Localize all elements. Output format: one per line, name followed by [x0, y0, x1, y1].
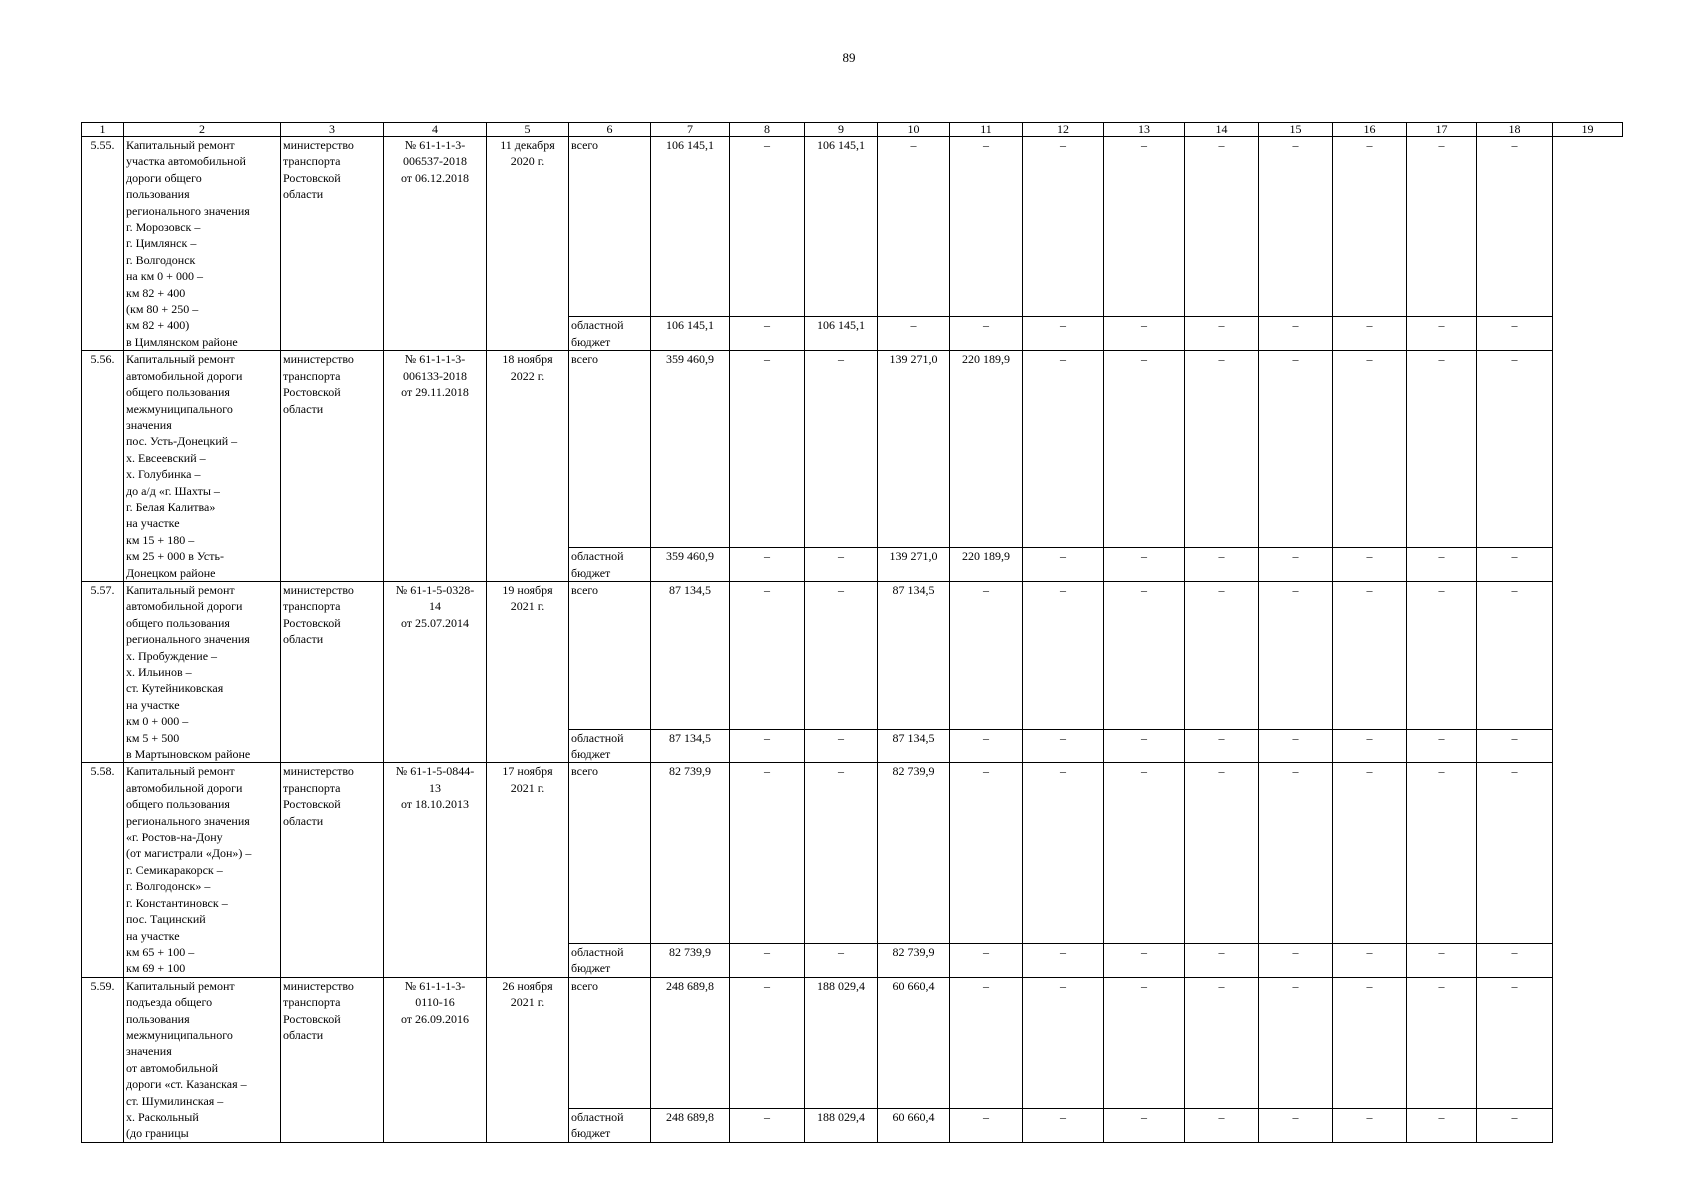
funding-amount: – — [1104, 1108, 1185, 1142]
entry-name-line: км 65 + 100 – — [126, 944, 195, 959]
column-header: 4 — [384, 123, 487, 137]
funding-amount: – — [1407, 351, 1477, 548]
entry-name-line: Капитальный ремонт — [126, 352, 235, 367]
funding-source: всего — [569, 977, 651, 1108]
entry-name-line: км 82 + 400 — [126, 285, 186, 300]
page-number: 89 — [842, 50, 856, 65]
column-header: 2 — [124, 123, 281, 137]
funding-amount: – — [1259, 943, 1333, 977]
entry-name-line: на участке — [126, 516, 180, 531]
organization-line: Ростовской — [283, 615, 341, 630]
funding-amount: 60 660,4 — [878, 977, 950, 1108]
entry-name-line: пользования — [126, 187, 190, 202]
deadline-line: 17 ноября — [502, 764, 553, 779]
entry-deadline — [487, 581, 569, 762]
entry-organization — [281, 581, 384, 762]
funding-amount: – — [878, 317, 950, 351]
organization-line: Ростовской — [283, 385, 341, 400]
deadline-line: 2021 г. — [510, 995, 545, 1010]
funding-amount: – — [950, 1108, 1023, 1142]
funding-amount: 87 134,5 — [878, 729, 950, 763]
funding-amount: – — [950, 581, 1023, 729]
funding-amount: – — [1407, 943, 1477, 977]
funding-source: всего — [569, 581, 651, 729]
funding-amount: – — [1185, 548, 1259, 582]
funding-amount: 106 145,1 — [805, 317, 878, 351]
entry-organization — [281, 351, 384, 582]
entry-name-line: пос. Усть-Донецкий – — [126, 434, 238, 449]
funding-amount: – — [1023, 763, 1104, 943]
entry-deadline — [487, 137, 569, 351]
entry-name-line: подъезда общего — [126, 995, 213, 1010]
funding-source: областной бюджет — [569, 943, 651, 977]
deadline-line: 2021 г. — [510, 780, 545, 795]
entry-name-line: г. Белая Калитва» — [126, 499, 216, 514]
entry-name-line: «г. Ростов-на-Дону — [126, 830, 223, 845]
organization-line: министерство — [283, 582, 354, 597]
funding-amount: – — [1259, 977, 1333, 1108]
funding-amount: – — [1477, 1108, 1553, 1142]
funding-amount: – — [1185, 351, 1259, 548]
entry-name-line: г. Морозовск – — [126, 220, 201, 235]
entry-name-line: регионального значения — [126, 203, 250, 218]
column-header: 1 — [82, 123, 124, 137]
entry-total-row — [82, 977, 1623, 1108]
entry-document — [384, 977, 487, 1142]
funding-source: областной бюджет — [569, 729, 651, 763]
entry-name-line: на участке — [126, 928, 180, 943]
funding-amount: – — [730, 351, 805, 548]
entry-name-line: х. Ильинов – — [126, 665, 192, 679]
funding-amount: – — [1023, 137, 1104, 317]
entry-name — [124, 137, 281, 351]
funding-amount: 359 460,9 — [651, 351, 730, 548]
funding-amount: – — [1259, 548, 1333, 582]
funding-amount: – — [730, 943, 805, 977]
funding-amount: – — [1477, 351, 1553, 548]
funding-amount: – — [1104, 977, 1185, 1108]
funding-amount: – — [1477, 763, 1553, 943]
funding-amount: – — [1333, 763, 1407, 943]
funding-amount: – — [950, 137, 1023, 317]
funding-amount: – — [1333, 729, 1407, 763]
column-header: 7 — [651, 123, 730, 137]
document-line: № 61-1-5-0844- — [395, 764, 475, 779]
entry-name-line: ст. Кутейниковская — [126, 681, 224, 696]
entry-name-line: х. Голубинка – — [126, 467, 201, 482]
entry-document — [384, 351, 487, 582]
entry-organization — [281, 137, 384, 351]
column-header: 3 — [281, 123, 384, 137]
funding-amount: – — [1023, 977, 1104, 1108]
entry-name-line: межмуниципального — [126, 1027, 233, 1042]
entry-name-line: дороги «ст. Казанская – — [126, 1077, 247, 1092]
document-line: № 61-1-1-3- — [404, 138, 466, 152]
entry-name — [124, 581, 281, 762]
document-line: 14 — [429, 599, 441, 614]
funding-amount: 87 134,5 — [651, 729, 730, 763]
funding-amount: – — [1477, 137, 1553, 317]
funding-amount: – — [805, 548, 878, 582]
organization-line: транспорта — [283, 780, 341, 795]
funding-amount: 188 029,4 — [805, 977, 878, 1108]
funding-amount: – — [1407, 137, 1477, 317]
funding-amount: – — [1104, 943, 1185, 977]
entry-name-line: х. Евсеевский – — [126, 450, 206, 465]
funding-amount: 139 271,0 — [878, 548, 950, 582]
funding-amount: – — [1104, 351, 1185, 548]
entry-name-line: км 69 + 100 — [126, 961, 186, 976]
funding-amount: – — [1104, 763, 1185, 943]
program-table — [81, 122, 1623, 1143]
organization-line: министерство — [283, 764, 354, 779]
deadline-line: 2022 г. — [510, 368, 545, 383]
organization-line: транспорта — [283, 368, 341, 383]
column-number-row — [82, 123, 1623, 137]
entry-name-line: от автомобильной — [126, 1060, 219, 1075]
funding-amount: – — [730, 548, 805, 582]
entry-name-line: х. Пробуждение – — [126, 648, 218, 663]
deadline-line: 2020 г. — [510, 154, 545, 169]
entry-name-line: Донецком районе — [126, 565, 216, 580]
entry-total-row — [82, 581, 1623, 729]
column-header: 5 — [487, 123, 569, 137]
funding-amount: 82 739,9 — [651, 943, 730, 977]
entry-name-line: автомобильной дороги — [126, 368, 243, 383]
funding-amount: – — [730, 729, 805, 763]
funding-amount: 220 189,9 — [950, 351, 1023, 548]
entry-name-line: регионального значения — [126, 632, 250, 647]
entry-document — [384, 763, 487, 977]
entry-name-line: участка автомобильной — [126, 154, 246, 169]
entry-name-line: г. Константиновск – — [126, 895, 228, 910]
funding-amount: – — [1259, 137, 1333, 317]
funding-amount: – — [950, 943, 1023, 977]
entry-name-line: общего пользования — [126, 797, 230, 812]
deadline-line: 18 ноября — [502, 352, 553, 367]
funding-amount: – — [805, 351, 878, 548]
funding-amount: – — [1407, 581, 1477, 729]
entry-number: 5.57. — [82, 581, 124, 762]
funding-amount: – — [1477, 977, 1553, 1108]
column-header: 13 — [1104, 123, 1185, 137]
document-line: от 18.10.2013 — [400, 797, 470, 812]
organization-line: Ростовской — [283, 170, 341, 185]
funding-amount: – — [1333, 943, 1407, 977]
column-header: 9 — [805, 123, 878, 137]
organization-line: области — [283, 632, 324, 647]
entry-deadline — [487, 763, 569, 977]
entry-name — [124, 763, 281, 977]
entry-name-line: г. Семикаракорск – — [126, 862, 223, 877]
organization-line: министерство — [283, 352, 354, 367]
funding-amount: – — [1185, 943, 1259, 977]
entry-name-line: значения — [126, 417, 172, 432]
entry-total-row — [82, 351, 1623, 548]
funding-amount: – — [1333, 581, 1407, 729]
funding-amount: – — [1259, 351, 1333, 548]
funding-amount: – — [1407, 317, 1477, 351]
organization-line: Ростовской — [283, 797, 341, 812]
funding-amount: – — [1333, 548, 1407, 582]
funding-amount: – — [1185, 317, 1259, 351]
funding-source: всего — [569, 763, 651, 943]
deadline-line: 2021 г. — [510, 599, 545, 614]
column-header: 19 — [1553, 123, 1623, 137]
document-line: № 61-1-1-3- — [404, 978, 466, 993]
column-header: 17 — [1407, 123, 1477, 137]
funding-source: всего — [569, 137, 651, 317]
funding-amount: 106 145,1 — [651, 317, 730, 351]
entry-name-line: (км 80 + 250 – — [126, 302, 199, 317]
entry-name-line: г. Волгодонск — [126, 252, 196, 267]
funding-amount: – — [1477, 943, 1553, 977]
funding-amount: 359 460,9 — [651, 548, 730, 582]
funding-amount: – — [950, 729, 1023, 763]
entry-name-line: ст. Шумилинская – — [126, 1093, 224, 1108]
document-line: от 26.09.2016 — [400, 1011, 470, 1026]
entry-organization — [281, 977, 384, 1142]
column-header: 15 — [1259, 123, 1333, 137]
entry-name-line: (от магистрали «Дон») – — [126, 846, 252, 861]
funding-source: областной бюджет — [569, 317, 651, 351]
funding-amount: – — [805, 581, 878, 729]
funding-amount: – — [1259, 581, 1333, 729]
funding-amount: 87 134,5 — [878, 581, 950, 729]
funding-amount: – — [1104, 548, 1185, 582]
funding-amount: – — [950, 977, 1023, 1108]
funding-amount: – — [1477, 581, 1553, 729]
funding-amount: – — [1407, 548, 1477, 582]
funding-amount: – — [1407, 1108, 1477, 1142]
document-line: от 29.11.2018 — [401, 385, 469, 400]
funding-amount: 87 134,5 — [651, 581, 730, 729]
funding-amount: – — [1104, 317, 1185, 351]
funding-amount: 248 689,8 — [651, 1108, 730, 1142]
column-header: 16 — [1333, 123, 1407, 137]
funding-amount: 106 145,1 — [805, 137, 878, 317]
funding-amount: – — [1259, 1108, 1333, 1142]
document-line: 006133-2018 — [403, 368, 467, 383]
entry-name-line: Капитальный ремонт — [126, 138, 235, 152]
organization-line: транспорта — [283, 995, 341, 1010]
entry-number: 5.58. — [82, 763, 124, 977]
entry-name-line: общего пользования — [126, 385, 230, 400]
funding-amount: – — [1023, 943, 1104, 977]
entry-name-line: Капитальный ремонт — [126, 764, 235, 779]
document-line: № 61-1-1-3- — [404, 352, 466, 367]
funding-amount: – — [1407, 729, 1477, 763]
entry-name-line: км 25 + 000 в Усть- — [126, 549, 224, 564]
entry-name-line: регионального значения — [126, 813, 250, 828]
entry-name-line: км 15 + 180 – — [126, 532, 195, 547]
funding-amount: 82 739,9 — [878, 763, 950, 943]
funding-amount: 220 189,9 — [950, 548, 1023, 582]
entry-total-row — [82, 137, 1623, 317]
entry-name-line: пользования — [126, 1011, 190, 1026]
funding-amount: – — [1333, 317, 1407, 351]
funding-amount: – — [805, 943, 878, 977]
funding-amount: – — [1185, 581, 1259, 729]
funding-amount: – — [950, 763, 1023, 943]
funding-amount: – — [1477, 548, 1553, 582]
entry-organization — [281, 763, 384, 977]
funding-amount: – — [1023, 1108, 1104, 1142]
entry-name-line: дороги общего — [126, 170, 202, 185]
column-header: 14 — [1185, 123, 1259, 137]
funding-amount: – — [1023, 317, 1104, 351]
funding-amount: – — [805, 729, 878, 763]
funding-amount: 60 660,4 — [878, 1108, 950, 1142]
document-line: 13 — [429, 780, 441, 795]
column-header: 18 — [1477, 123, 1553, 137]
organization-line: области — [283, 1027, 324, 1042]
funding-amount: 106 145,1 — [651, 137, 730, 317]
deadline-line: 11 декабря — [500, 138, 555, 152]
entry-name-line: х. Раскольный — [126, 1109, 199, 1124]
entry-name-line: Капитальный ремонт — [126, 978, 235, 993]
entry-name-line: Капитальный ремонт — [126, 582, 235, 597]
entry-name-line: межмуниципального — [126, 401, 233, 416]
entry-total-row — [82, 763, 1623, 943]
entry-name-line: в Цимлянском районе — [126, 334, 238, 349]
funding-amount: – — [1023, 581, 1104, 729]
entry-name-line: общего пользования — [126, 615, 230, 630]
deadline-line: 26 ноября — [502, 978, 553, 993]
column-header: 12 — [1023, 123, 1104, 137]
entry-name — [124, 977, 281, 1142]
funding-amount: – — [1259, 317, 1333, 351]
organization-line: транспорта — [283, 154, 341, 169]
funding-amount: – — [730, 977, 805, 1108]
entry-name-line: на участке — [126, 697, 180, 712]
funding-amount: – — [1477, 729, 1553, 763]
organization-line: министерство — [283, 978, 354, 993]
entry-name-line: значения — [126, 1044, 172, 1059]
funding-amount: 139 271,0 — [878, 351, 950, 548]
column-header: 6 — [569, 123, 651, 137]
funding-amount: – — [1185, 1108, 1259, 1142]
entry-document — [384, 581, 487, 762]
funding-source: областной бюджет — [569, 548, 651, 582]
organization-line: транспорта — [283, 599, 341, 614]
entry-name-line: на км 0 + 000 – — [126, 269, 203, 284]
entry-deadline — [487, 351, 569, 582]
column-header: 10 — [878, 123, 950, 137]
deadline-line: 19 ноября — [502, 582, 553, 597]
entry-name-line: автомобильной дороги — [126, 599, 243, 614]
funding-amount: – — [1185, 137, 1259, 317]
funding-amount: 248 689,8 — [651, 977, 730, 1108]
organization-line: министерство — [283, 138, 354, 152]
entry-name-line: км 0 + 000 – — [126, 714, 189, 729]
entry-name-line: г. Цимлянск – — [126, 236, 197, 251]
funding-amount: – — [1477, 317, 1553, 351]
column-header: 8 — [730, 123, 805, 137]
funding-amount: – — [730, 581, 805, 729]
funding-amount: – — [730, 137, 805, 317]
document-line: от 06.12.2018 — [400, 170, 470, 185]
funding-amount: – — [1407, 977, 1477, 1108]
entry-number: 5.56. — [82, 351, 124, 582]
document-line: 0110-16 — [415, 995, 455, 1010]
funding-amount: – — [1259, 763, 1333, 943]
funding-source: всего — [569, 351, 651, 548]
funding-amount: 82 739,9 — [878, 943, 950, 977]
funding-amount: – — [1185, 763, 1259, 943]
funding-amount: – — [1104, 581, 1185, 729]
funding-amount: – — [730, 1108, 805, 1142]
organization-line: Ростовской — [283, 1011, 341, 1026]
funding-amount: – — [1333, 351, 1407, 548]
document-line: от 25.07.2014 — [400, 615, 470, 630]
organization-line: области — [283, 401, 324, 416]
entry-name-line: км 5 + 500 — [126, 730, 180, 745]
entry-number: 5.59. — [82, 977, 124, 1142]
column-header: 11 — [950, 123, 1023, 137]
organization-line: области — [283, 187, 324, 202]
funding-amount: – — [730, 763, 805, 943]
funding-amount: – — [1185, 977, 1259, 1108]
entry-name-line: г. Волгодонск» – — [126, 879, 211, 894]
entry-name-line: в Мартыновском районе — [126, 747, 251, 762]
entry-name-line: (до границы — [126, 1126, 189, 1141]
funding-amount: – — [878, 137, 950, 317]
entry-name-line: км 82 + 400) — [126, 318, 190, 333]
organization-line: области — [283, 813, 324, 828]
funding-amount: – — [1185, 729, 1259, 763]
entry-name-line: автомобильной дороги — [126, 780, 243, 795]
funding-amount: 82 739,9 — [651, 763, 730, 943]
entry-name — [124, 351, 281, 582]
funding-amount: – — [1333, 977, 1407, 1108]
funding-amount: 188 029,4 — [805, 1108, 878, 1142]
funding-amount: – — [1259, 729, 1333, 763]
funding-amount: – — [1407, 763, 1477, 943]
entry-deadline — [487, 977, 569, 1142]
document-line: 006537-2018 — [403, 154, 467, 169]
funding-amount: – — [1023, 729, 1104, 763]
funding-amount: – — [1023, 351, 1104, 548]
funding-source: областной бюджет — [569, 1108, 651, 1142]
funding-amount: – — [1333, 1108, 1407, 1142]
document-line: № 61-1-5-0328- — [395, 582, 475, 597]
funding-amount: – — [730, 317, 805, 351]
entry-name-line: до а/д «г. Шахты – — [126, 483, 220, 498]
funding-amount: – — [1104, 137, 1185, 317]
entry-name-line: пос. Тацинский — [126, 912, 206, 927]
funding-amount: – — [1104, 729, 1185, 763]
funding-amount: – — [1333, 137, 1407, 317]
funding-amount: – — [805, 763, 878, 943]
entry-number: 5.55. — [82, 137, 124, 351]
funding-amount: – — [950, 317, 1023, 351]
entry-document — [384, 137, 487, 351]
funding-amount: – — [1023, 548, 1104, 582]
